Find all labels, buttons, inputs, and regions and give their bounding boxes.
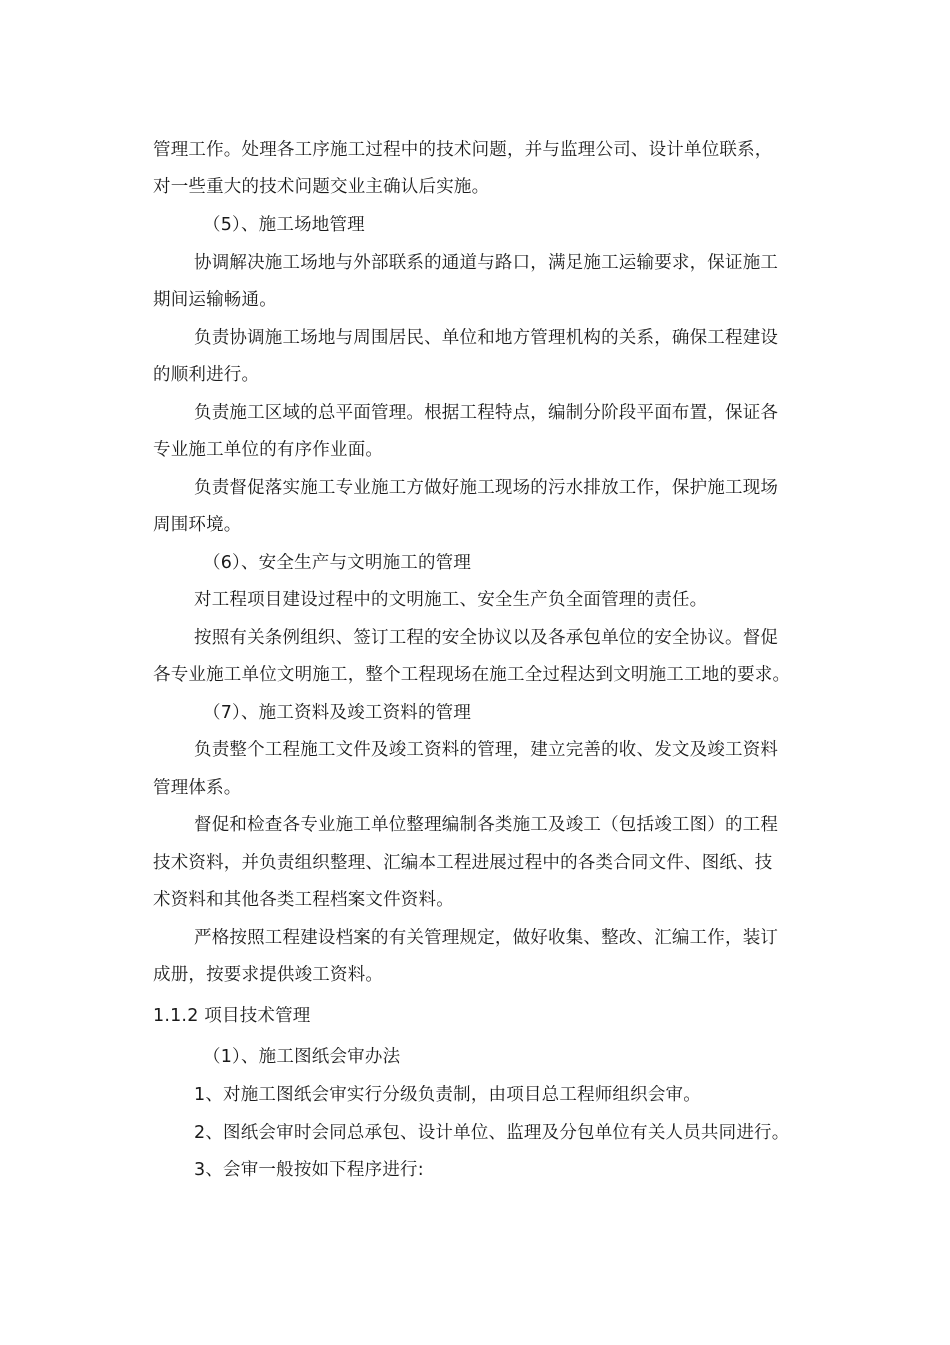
paragraph-line: 术资料和其他各类工程档案文件资料。 bbox=[153, 890, 454, 910]
paragraph-line: 对工程项目建设过程中的文明施工、安全生产负全面管理的责任。 bbox=[194, 590, 708, 610]
paragraph-line: 技术资料，并负责组织整理、汇编本工程进展过程中的各类合同文件、图纸、技 bbox=[153, 853, 773, 873]
paragraph-line: 协调解决施工场地与外部联系的通道与路口，满足施工运输要求，保证施工 bbox=[194, 253, 779, 273]
paragraph-line: 负责督促落实施工专业施工方做好施工现场的污水排放工作，保护施工现场 bbox=[194, 478, 779, 498]
paragraph-line: 各专业施工单位文明施工，整个工程现场在施工全过程达到文明施工工地的要求。 bbox=[153, 665, 791, 685]
list-item: 1、对施工图纸会审实行分级负责制，由项目总工程师组织会审。 bbox=[194, 1085, 701, 1105]
paragraph-line: 成册，按要求提供竣工资料。 bbox=[153, 965, 384, 985]
paragraph-line: 严格按照工程建设档案的有关管理规定，做好收集、整改、汇编工作，装订 bbox=[194, 928, 779, 948]
paragraph-line: 专业施工单位的有序作业面。 bbox=[153, 440, 384, 460]
paragraph-line: 对一些重大的技术问题交业主确认后实施。 bbox=[153, 177, 490, 197]
list-item: 3、会审一般按如下程序进行: bbox=[194, 1160, 424, 1180]
paragraph-line: 管理工作。处理各工序施工过程中的技术问题，并与监理公司、设计单位联系， bbox=[153, 140, 773, 160]
subsection-heading: 1.1.2 项目技术管理 bbox=[153, 1006, 311, 1026]
paragraph-line: 管理体系。 bbox=[153, 778, 242, 798]
list-item: 2、图纸会审时会同总承包、设计单位、监理及分包单位有关人员共同进行。 bbox=[194, 1123, 790, 1143]
section-heading-1: （1）、施工图纸会审办法 bbox=[203, 1047, 401, 1067]
section-heading-6: （6）、安全生产与文明施工的管理 bbox=[203, 553, 472, 573]
paragraph-line: 负责协调施工场地与周围居民、单位和地方管理机构的关系，确保工程建设 bbox=[194, 328, 779, 348]
section-heading-7: （7）、施工资料及竣工资料的管理 bbox=[203, 703, 472, 723]
paragraph-line: 督促和检查各专业施工单位整理编制各类施工及竣工（包括竣工图）的工程 bbox=[194, 815, 779, 835]
paragraph-line: 按照有关条例组织、签订工程的安全协议以及各承包单位的安全协议。督促 bbox=[194, 628, 779, 648]
paragraph-line: 负责施工区域的总平面管理。根据工程特点，编制分阶段平面布置，保证各 bbox=[194, 403, 779, 423]
section-heading-5: （5）、施工场地管理 bbox=[203, 215, 365, 235]
paragraph-line: 的顺利进行。 bbox=[153, 365, 260, 385]
paragraph-line: 周围环境。 bbox=[153, 515, 242, 535]
paragraph-line: 期间运输畅通。 bbox=[153, 290, 277, 310]
paragraph-line: 负责整个工程施工文件及竣工资料的管理，建立完善的收、发文及竣工资料 bbox=[194, 740, 779, 760]
